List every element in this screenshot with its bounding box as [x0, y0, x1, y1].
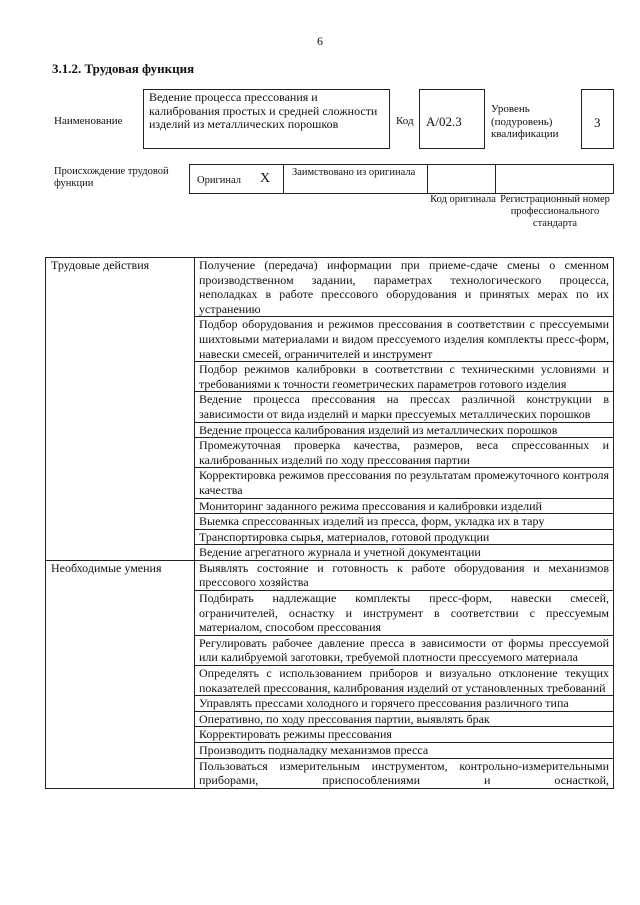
list-item: Подбор режимов калибровки в соответствии с техническими условиями и требованиями к точности геометрических параметров готового изделия: [195, 362, 614, 392]
list-item: Оперативно, по ходу прессования партии, выявлять брак: [195, 711, 614, 727]
list-item: Выявлять состояние и готовность к работе оборудования и механизмов прессового хозяйства: [195, 560, 614, 590]
section-title-cell: [46, 258, 195, 561]
section-title: 3.1.2. Трудовая функция: [52, 61, 195, 76]
table-row: [46, 258, 614, 317]
code-value: А/02.3: [426, 114, 462, 129]
level-label: Уровень (подуровень) квалификации: [491, 103, 559, 140]
list-item: Выемка спрессованных изделий из пресса, форм, укладка их в тару: [195, 514, 614, 530]
function-name-value: Ведение процесса прессования и калибрования простых и средней сложности изделий из металлических порошков: [149, 90, 378, 131]
list-item: Подбор оборудования и режимов прессования в соответствии с прессуемыми шихтовыми материалами и видом прессуемого изделия комплекты пресс-форм, навески смесей, ограничителей и инструмент: [195, 317, 614, 362]
borrowed-label: Заимствовано из оригинала: [292, 167, 416, 178]
labor-function-table: [45, 257, 614, 789]
list-item: Промежуточная проверка качества, размеров, веса спрессованных и калиброванных изделий по ходу прессования партии: [195, 438, 614, 468]
original-code-cell: [427, 164, 496, 194]
list-item: Получение (передача) информации при приеме-сдаче смены о сменном производственном задании, параметрах технологического процесса, неполадках в работе прессового оборудования и принятых мерах по их устранению: [195, 258, 614, 317]
list-item: Производить подналадку механизмов пресса: [195, 743, 614, 759]
borrowed-cell: [283, 164, 428, 194]
original-label: Оригинал: [197, 175, 241, 186]
list-item: Мониторинг заданного режима прессования и калибровки изделий: [195, 498, 614, 514]
level-box: [581, 89, 614, 149]
name-label: Наименование: [54, 115, 123, 127]
table-row: [46, 560, 614, 590]
list-item: Транспортировка сырья, материалов, готовой продукции: [195, 529, 614, 545]
list-item: Ведение процесса прессования на прессах различной конструкции в зависимости от вида изделий и марки прессуемых металлических порошков: [195, 392, 614, 422]
list-item: Подбирать надлежащие комплекты пресс-форм, навески смесей, ограничителей, оснастку и инструмент в соответствии с прессуемым материалом, способом прессования: [195, 591, 614, 636]
original-cell: [189, 164, 284, 194]
section-title-labor-actions: Трудовые действия: [51, 258, 150, 272]
original-mark: X: [260, 171, 271, 186]
function-name-box: [143, 89, 390, 149]
page-number: 6: [317, 34, 323, 48]
list-item: Регулировать рабочее давление пресса в зависимости от формы прессуемой или калибруемой заготовки, требуемой плотности прессуемого материала: [195, 635, 614, 665]
list-item: Ведение агрегатного журнала и учетной документации: [195, 545, 614, 561]
code-caption: Код оригинала: [430, 194, 496, 205]
registration-caption: Регистрационный номер профессионального стандарта: [500, 194, 610, 229]
section-title-skills: Необходимые умения: [51, 560, 162, 575]
list-item: Корректировка режимов прессования по результатам промежуточного контроля качества: [195, 468, 614, 498]
list-item: Ведение процесса калибрования изделий из металлических порошков: [195, 422, 614, 438]
registration-number-cell: [495, 164, 614, 194]
code-box: [419, 89, 485, 149]
origin-label: Происхождение трудовой функции: [54, 166, 169, 189]
level-value: 3: [594, 115, 601, 130]
code-label: Код: [396, 115, 414, 127]
list-item: Определять с использованием приборов и визуально отклонение текущих показателей прессования, калибрования изделий от установленных требований: [195, 666, 614, 696]
list-item: Пользоваться измерительным инструментом, контрольно-измерительными приборами, приспособлениями и оснасткой,: [195, 758, 614, 788]
list-item: Управлять прессами холодного и горячего прессования различного типа: [195, 696, 614, 712]
list-item: Корректировать режимы прессования: [195, 727, 614, 743]
section-title-cell: [46, 560, 195, 788]
